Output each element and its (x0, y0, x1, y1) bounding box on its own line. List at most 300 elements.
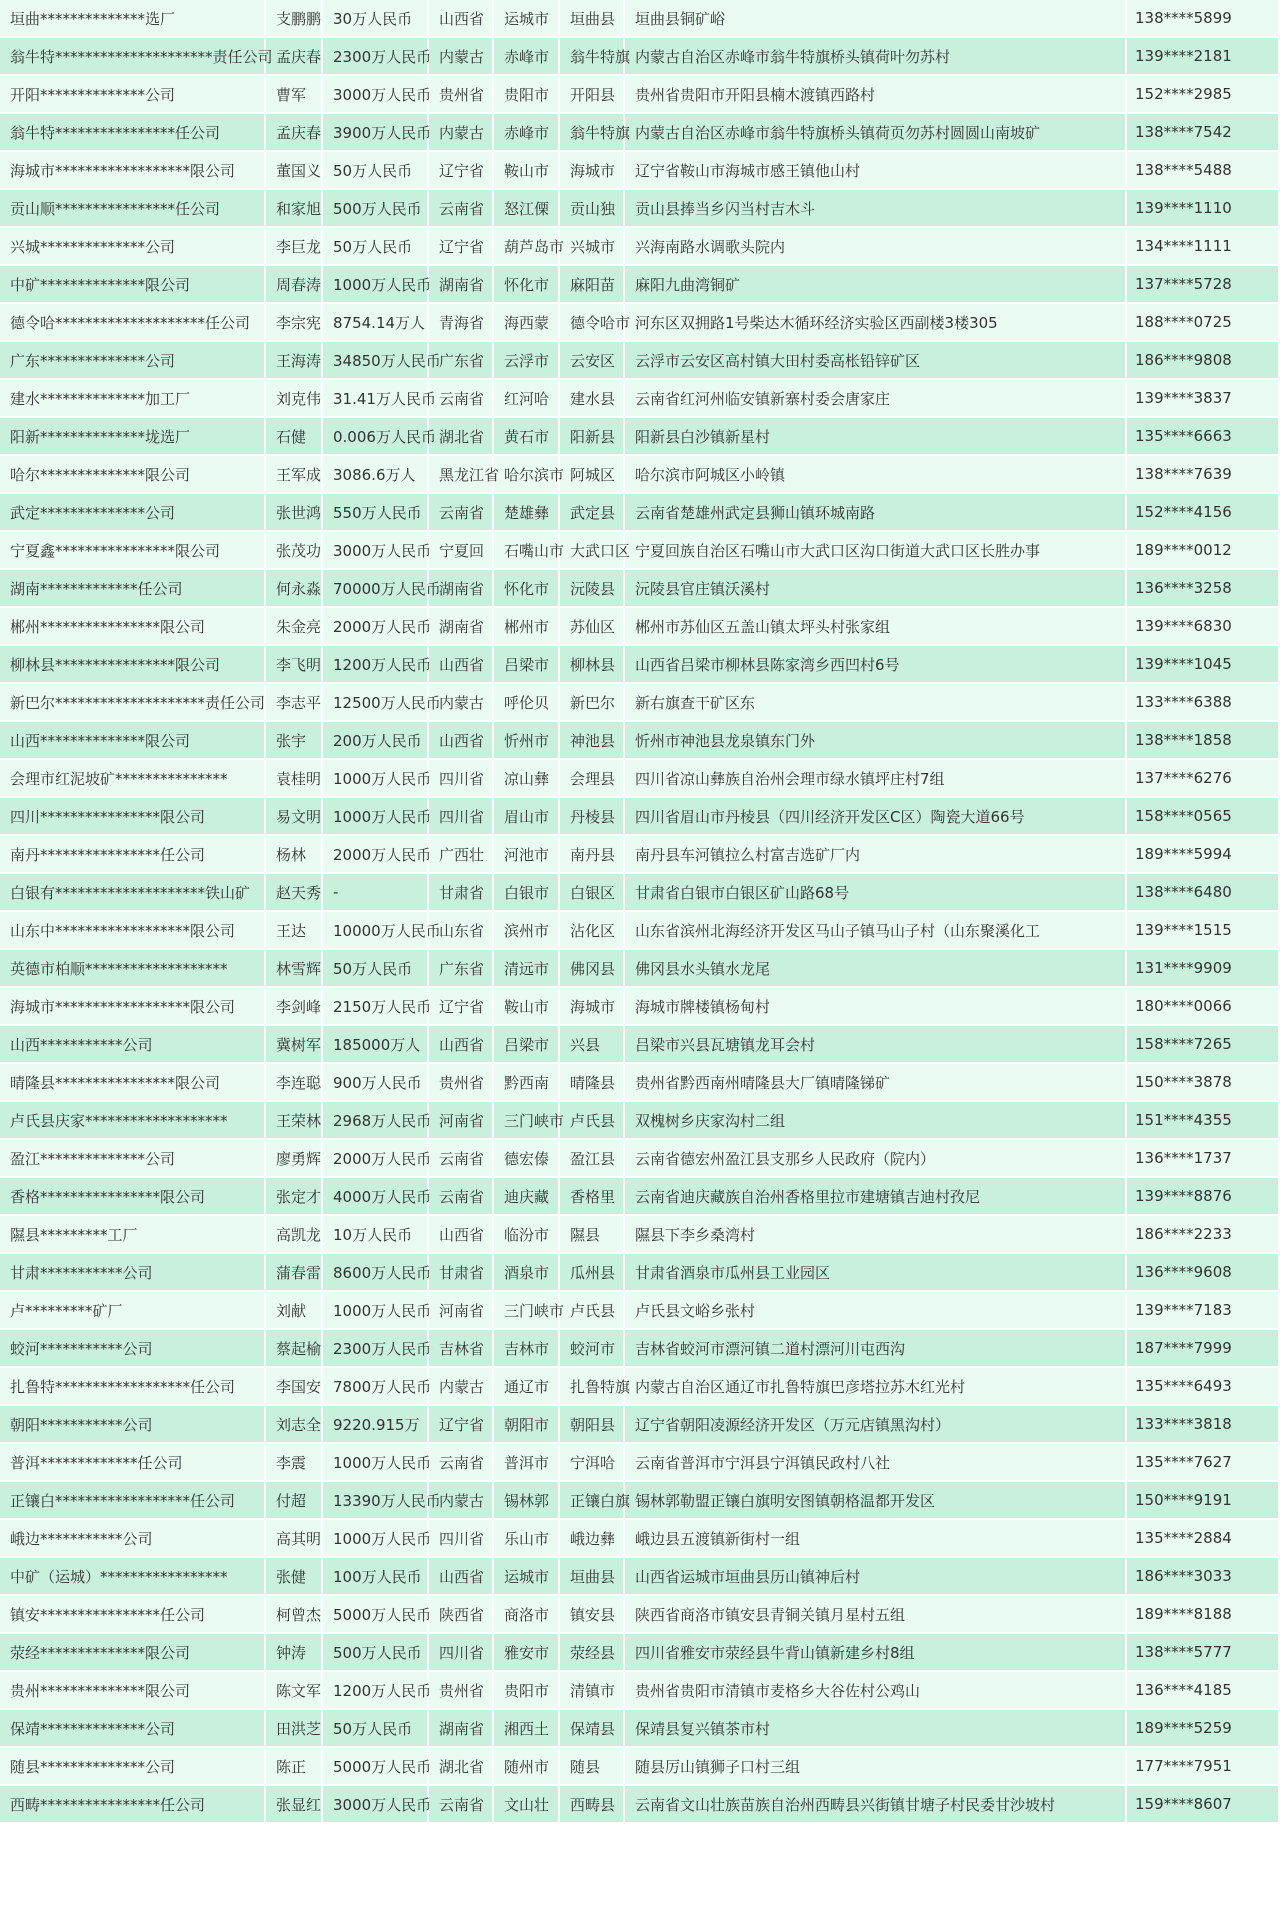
legal-rep-cell: 李剑峰 (266, 988, 323, 1026)
province-cell: 山西省 (429, 646, 494, 684)
table-row (0, 798, 1280, 836)
city-cell: 文山壮 (494, 1786, 560, 1824)
legal-rep-cell: 张世鸿 (266, 494, 323, 532)
county-cell: 武定县 (560, 494, 625, 532)
county-cell: 沾化区 (560, 912, 625, 950)
table-row (0, 570, 1280, 608)
county-cell: 开阳县 (560, 76, 625, 114)
address-cell: 甘肃省酒泉市瓜州县工业园区 (625, 1254, 1127, 1292)
legal-rep-cell: 何永淼 (266, 570, 323, 608)
table-row (0, 1254, 1280, 1292)
county-cell: 白银区 (560, 874, 625, 912)
company-name-cell: 海城市******************限公司 (0, 988, 266, 1026)
address-cell: 甘肃省白银市白银区矿山路68号 (625, 874, 1127, 912)
registered-capital-cell: 2000万人民币 (323, 608, 429, 646)
table-row (0, 1748, 1280, 1786)
phone-cell: 135****7627 (1127, 1444, 1280, 1482)
address-cell: 隰县下李乡桑湾村 (625, 1216, 1127, 1254)
city-cell: 运城市 (494, 0, 560, 38)
legal-rep-cell: 冀树军 (266, 1026, 323, 1064)
address-cell: 山西省吕梁市柳林县陈家湾乡西凹村6号 (625, 646, 1127, 684)
phone-cell: 150****3878 (1127, 1064, 1280, 1102)
address-cell: 锡林郭勒盟正镶白旗明安图镇朝格温都开发区 (625, 1482, 1127, 1520)
city-cell: 楚雄彝 (494, 494, 560, 532)
address-cell: 辽宁省朝阳凌源经济开发区（万元店镇黑沟村） (625, 1406, 1127, 1444)
phone-cell: 150****9191 (1127, 1482, 1280, 1520)
address-cell: 山东省滨州北海经济开发区马山子镇马山子村（山东聚溪化工 (625, 912, 1127, 950)
table-row (0, 1596, 1280, 1634)
legal-rep-cell: 柯曾杰 (266, 1596, 323, 1634)
address-cell: 四川省眉山市丹棱县（四川经济开发区C区）陶瓷大道66号 (625, 798, 1127, 836)
phone-cell: 133****6388 (1127, 684, 1280, 722)
legal-rep-cell: 王军成 (266, 456, 323, 494)
city-cell: 哈尔滨市 (494, 456, 560, 494)
registered-capital-cell: 2000万人民币 (323, 1140, 429, 1178)
province-cell: 云南省 (429, 1178, 494, 1216)
province-cell: 贵州省 (429, 1672, 494, 1710)
address-cell: 云南省红河州临安镇新寨村委会唐家庄 (625, 380, 1127, 418)
phone-cell: 136****9608 (1127, 1254, 1280, 1292)
county-cell: 盈江县 (560, 1140, 625, 1178)
company-name-cell: 晴隆县****************限公司 (0, 1064, 266, 1102)
county-cell: 卢氏县 (560, 1292, 625, 1330)
company-name-cell: 甘肃***********公司 (0, 1254, 266, 1292)
company-name-cell: 英德市柏顺******************* (0, 950, 266, 988)
address-cell: 沅陵县官庄镇沃溪村 (625, 570, 1127, 608)
province-cell: 山西省 (429, 1216, 494, 1254)
county-cell: 荥经县 (560, 1634, 625, 1672)
county-cell: 瓜州县 (560, 1254, 625, 1292)
registered-capital-cell: 2150万人民币 (323, 988, 429, 1026)
address-cell: 内蒙古自治区赤峰市翁牛特旗桥头镇荷叶勿苏村 (625, 38, 1127, 76)
legal-rep-cell: 廖勇辉 (266, 1140, 323, 1178)
county-cell: 翁牛特旗 (560, 114, 625, 152)
county-cell: 晴隆县 (560, 1064, 625, 1102)
address-cell: 阳新县白沙镇新星村 (625, 418, 1127, 456)
county-cell: 垣曲县 (560, 1558, 625, 1596)
county-cell: 西畴县 (560, 1786, 625, 1824)
table-row (0, 1178, 1280, 1216)
province-cell: 广西壮 (429, 836, 494, 874)
phone-cell: 134****1111 (1127, 228, 1280, 266)
address-cell: 佛冈县水头镇水龙尾 (625, 950, 1127, 988)
table-row (0, 646, 1280, 684)
county-cell: 正镶白旗 (560, 1482, 625, 1520)
address-cell: 四川省雅安市荥经县牛背山镇新建乡村8组 (625, 1634, 1127, 1672)
city-cell: 随州市 (494, 1748, 560, 1786)
city-cell: 雅安市 (494, 1634, 560, 1672)
registered-capital-cell: 8600万人民币 (323, 1254, 429, 1292)
company-name-cell: 朝阳***********公司 (0, 1406, 266, 1444)
address-cell: 辽宁省鞍山市海城市感王镇他山村 (625, 152, 1127, 190)
legal-rep-cell: 付超 (266, 1482, 323, 1520)
province-cell: 黑龙江省 (429, 456, 494, 494)
registered-capital-cell: 9220.915万 (323, 1406, 429, 1444)
company-name-cell: 阳新**************垅选厂 (0, 418, 266, 456)
company-name-cell: 湖南*************任公司 (0, 570, 266, 608)
county-cell: 阳新县 (560, 418, 625, 456)
legal-rep-cell: 赵天秀 (266, 874, 323, 912)
province-cell: 辽宁省 (429, 988, 494, 1026)
address-cell: 云南省文山壮族苗族自治州西畴县兴街镇甘塘子村民委甘沙坡村 (625, 1786, 1127, 1824)
table-row (0, 912, 1280, 950)
legal-rep-cell: 张健 (266, 1558, 323, 1596)
address-cell: 贵州省贵阳市清镇市麦格乡大谷佐村公鸡山 (625, 1672, 1127, 1710)
company-name-cell: 郴州****************限公司 (0, 608, 266, 646)
phone-cell: 138****5777 (1127, 1634, 1280, 1672)
registered-capital-cell: 5000万人民币 (323, 1596, 429, 1634)
province-cell: 湖南省 (429, 570, 494, 608)
registered-capital-cell: 31.41万人民币 (323, 380, 429, 418)
county-cell: 柳林县 (560, 646, 625, 684)
county-cell: 垣曲县 (560, 0, 625, 38)
table-row (0, 1672, 1280, 1710)
legal-rep-cell: 王荣林 (266, 1102, 323, 1140)
address-cell: 随县厉山镇狮子口村三组 (625, 1748, 1127, 1786)
city-cell: 吉林市 (494, 1330, 560, 1368)
table-row (0, 608, 1280, 646)
legal-rep-cell: 刘献 (266, 1292, 323, 1330)
table-row (0, 418, 1280, 456)
province-cell: 贵州省 (429, 76, 494, 114)
phone-cell: 139****6830 (1127, 608, 1280, 646)
company-name-cell: 德令哈********************任公司 (0, 304, 266, 342)
legal-rep-cell: 陈正 (266, 1748, 323, 1786)
legal-rep-cell: 李宗宪 (266, 304, 323, 342)
legal-rep-cell: 支鹏鹏 (266, 0, 323, 38)
province-cell: 山西省 (429, 722, 494, 760)
registered-capital-cell: 50万人民币 (323, 228, 429, 266)
company-name-cell: 西畴****************任公司 (0, 1786, 266, 1824)
county-cell: 麻阳苗 (560, 266, 625, 304)
county-cell: 大武口区 (560, 532, 625, 570)
phone-cell: 138****6480 (1127, 874, 1280, 912)
table-row (0, 836, 1280, 874)
phone-cell: 139****1110 (1127, 190, 1280, 228)
address-cell: 贡山县捧当乡闪当村吉木斗 (625, 190, 1127, 228)
registered-capital-cell: 50万人民币 (323, 152, 429, 190)
legal-rep-cell: 李巨龙 (266, 228, 323, 266)
table-row (0, 266, 1280, 304)
county-cell: 扎鲁特旗 (560, 1368, 625, 1406)
province-cell: 山东省 (429, 912, 494, 950)
registered-capital-cell: 7800万人民币 (323, 1368, 429, 1406)
city-cell: 石嘴山市 (494, 532, 560, 570)
phone-cell: 189****5259 (1127, 1710, 1280, 1748)
province-cell: 山西省 (429, 0, 494, 38)
county-cell: 翁牛特旗 (560, 38, 625, 76)
registered-capital-cell: 3000万人民币 (323, 1786, 429, 1824)
city-cell: 酒泉市 (494, 1254, 560, 1292)
legal-rep-cell: 高凯龙 (266, 1216, 323, 1254)
company-name-cell: 开阳**************公司 (0, 76, 266, 114)
county-cell: 镇安县 (560, 1596, 625, 1634)
county-cell: 卢氏县 (560, 1102, 625, 1140)
table-row (0, 1292, 1280, 1330)
phone-cell: 135****6493 (1127, 1368, 1280, 1406)
city-cell: 锡林郭 (494, 1482, 560, 1520)
phone-cell: 152****4156 (1127, 494, 1280, 532)
county-cell: 峨边彝 (560, 1520, 625, 1558)
county-cell: 沅陵县 (560, 570, 625, 608)
city-cell: 清远市 (494, 950, 560, 988)
province-cell: 四川省 (429, 798, 494, 836)
registered-capital-cell: 3086.6万人 (323, 456, 429, 494)
phone-cell: 139****3837 (1127, 380, 1280, 418)
province-cell: 四川省 (429, 1634, 494, 1672)
city-cell: 红河哈 (494, 380, 560, 418)
registered-capital-cell: 12500万人民币 (323, 684, 429, 722)
address-cell: 垣曲县铜矿峪 (625, 0, 1127, 38)
address-cell: 哈尔滨市阿城区小岭镇 (625, 456, 1127, 494)
company-name-cell: 保靖**************公司 (0, 1710, 266, 1748)
phone-cell: 180****0066 (1127, 988, 1280, 1026)
county-cell: 保靖县 (560, 1710, 625, 1748)
legal-rep-cell: 李志平 (266, 684, 323, 722)
province-cell: 吉林省 (429, 1330, 494, 1368)
province-cell: 云南省 (429, 380, 494, 418)
legal-rep-cell: 刘克伟 (266, 380, 323, 418)
county-cell: 随县 (560, 1748, 625, 1786)
table-row (0, 380, 1280, 418)
city-cell: 迪庆藏 (494, 1178, 560, 1216)
company-name-cell: 翁牛特*********************责任公司 (0, 38, 266, 76)
company-name-cell: 峨边***********公司 (0, 1520, 266, 1558)
company-name-cell: 卢氏县庆家******************* (0, 1102, 266, 1140)
company-name-cell: 会理市红泥坡矿*************** (0, 760, 266, 798)
city-cell: 呼伦贝 (494, 684, 560, 722)
phone-cell: 139****8876 (1127, 1178, 1280, 1216)
province-cell: 河南省 (429, 1292, 494, 1330)
phone-cell: 151****4355 (1127, 1102, 1280, 1140)
address-cell: 南丹县车河镇拉么村富吉选矿厂内 (625, 836, 1127, 874)
table-row (0, 456, 1280, 494)
city-cell: 黔西南 (494, 1064, 560, 1102)
county-cell: 南丹县 (560, 836, 625, 874)
province-cell: 湖南省 (429, 608, 494, 646)
phone-cell: 189****8188 (1127, 1596, 1280, 1634)
legal-rep-cell: 张宇 (266, 722, 323, 760)
province-cell: 辽宁省 (429, 152, 494, 190)
province-cell: 云南省 (429, 190, 494, 228)
registered-capital-cell: 500万人民币 (323, 1634, 429, 1672)
city-cell: 云浮市 (494, 342, 560, 380)
county-cell: 德令哈市 (560, 304, 625, 342)
phone-cell: 139****7183 (1127, 1292, 1280, 1330)
phone-cell: 158****7265 (1127, 1026, 1280, 1064)
company-name-cell: 正镶白******************任公司 (0, 1482, 266, 1520)
city-cell: 德宏傣 (494, 1140, 560, 1178)
table-row (0, 0, 1280, 38)
legal-rep-cell: 李连聪 (266, 1064, 323, 1102)
address-cell: 峨边县五渡镇新街村一组 (625, 1520, 1127, 1558)
city-cell: 商洛市 (494, 1596, 560, 1634)
province-cell: 云南省 (429, 1140, 494, 1178)
province-cell: 青海省 (429, 304, 494, 342)
legal-rep-cell: 周春涛 (266, 266, 323, 304)
registered-capital-cell: 1200万人民币 (323, 1672, 429, 1710)
city-cell: 赤峰市 (494, 38, 560, 76)
legal-rep-cell: 朱金亮 (266, 608, 323, 646)
province-cell: 贵州省 (429, 1064, 494, 1102)
city-cell: 凉山彝 (494, 760, 560, 798)
city-cell: 赤峰市 (494, 114, 560, 152)
legal-rep-cell: 田洪芝 (266, 1710, 323, 1748)
company-name-cell: 山西***********公司 (0, 1026, 266, 1064)
address-cell: 海城市牌楼镇杨甸村 (625, 988, 1127, 1026)
registered-capital-cell: 50万人民币 (323, 1710, 429, 1748)
company-name-cell: 山西**************限公司 (0, 722, 266, 760)
address-cell: 麻阳九曲湾铜矿 (625, 266, 1127, 304)
province-cell: 内蒙古 (429, 684, 494, 722)
table-row (0, 1406, 1280, 1444)
registered-capital-cell: 100万人民币 (323, 1558, 429, 1596)
address-cell: 陕西省商洛市镇安县青铜关镇月星村五组 (625, 1596, 1127, 1634)
province-cell: 甘肃省 (429, 1254, 494, 1292)
province-cell: 辽宁省 (429, 228, 494, 266)
company-name-cell: 中矿（运城）***************** (0, 1558, 266, 1596)
address-cell: 郴州市苏仙区五盖山镇太坪头村张家组 (625, 608, 1127, 646)
address-cell: 吕梁市兴县瓦塘镇龙耳会村 (625, 1026, 1127, 1064)
table-row (0, 1026, 1280, 1064)
table-row (0, 950, 1280, 988)
province-cell: 四川省 (429, 760, 494, 798)
address-cell: 吉林省蛟河市漂河镇二道村漂河川屯西沟 (625, 1330, 1127, 1368)
legal-rep-cell: 王达 (266, 912, 323, 950)
company-name-cell: 宁夏鑫****************限公司 (0, 532, 266, 570)
phone-cell: 186****3033 (1127, 1558, 1280, 1596)
city-cell: 贵阳市 (494, 76, 560, 114)
registered-capital-cell: 10000万人民币 (323, 912, 429, 950)
company-name-cell: 哈尔**************限公司 (0, 456, 266, 494)
table-row (0, 684, 1280, 722)
phone-cell: 136****3258 (1127, 570, 1280, 608)
city-cell: 怒江傈 (494, 190, 560, 228)
phone-cell: 159****8607 (1127, 1786, 1280, 1824)
address-cell: 四川省凉山彝族自治州会理市绿水镇坪庄村7组 (625, 760, 1127, 798)
address-cell: 忻州市神池县龙泉镇东门外 (625, 722, 1127, 760)
company-name-cell: 贡山顺****************任公司 (0, 190, 266, 228)
table-row (0, 494, 1280, 532)
phone-cell: 139****2181 (1127, 38, 1280, 76)
province-cell: 湖北省 (429, 418, 494, 456)
city-cell: 眉山市 (494, 798, 560, 836)
county-cell: 兴城市 (560, 228, 625, 266)
legal-rep-cell: 蒲春雷 (266, 1254, 323, 1292)
city-cell: 葫芦岛市 (494, 228, 560, 266)
city-cell: 鞍山市 (494, 152, 560, 190)
county-cell: 会理县 (560, 760, 625, 798)
province-cell: 内蒙古 (429, 114, 494, 152)
table-row (0, 988, 1280, 1026)
county-cell: 阿城区 (560, 456, 625, 494)
address-cell: 宁夏回族自治区石嘴山市大武口区沟口街道大武口区长胜办事 (625, 532, 1127, 570)
city-cell: 怀化市 (494, 570, 560, 608)
company-name-cell: 武定**************公司 (0, 494, 266, 532)
city-cell: 三门峡市 (494, 1292, 560, 1330)
company-name-cell: 荥经**************限公司 (0, 1634, 266, 1672)
legal-rep-cell: 石健 (266, 418, 323, 456)
registered-capital-cell: 3900万人民币 (323, 114, 429, 152)
province-cell: 云南省 (429, 1444, 494, 1482)
address-cell: 云浮市云安区高村镇大田村委高枨铅锌矿区 (625, 342, 1127, 380)
registered-capital-cell: 2300万人民币 (323, 38, 429, 76)
province-cell: 陕西省 (429, 1596, 494, 1634)
registered-capital-cell: 34850万人民币 (323, 342, 429, 380)
table-row (0, 1368, 1280, 1406)
province-cell: 四川省 (429, 1520, 494, 1558)
registered-capital-cell: 5000万人民币 (323, 1748, 429, 1786)
registered-capital-cell: 50万人民币 (323, 950, 429, 988)
table-row (0, 722, 1280, 760)
registered-capital-cell: 0.006万人民币 (323, 418, 429, 456)
legal-rep-cell: 林雪辉 (266, 950, 323, 988)
phone-cell: 137****5728 (1127, 266, 1280, 304)
company-name-cell: 海城市******************限公司 (0, 152, 266, 190)
table-row (0, 38, 1280, 76)
registered-capital-cell: 10万人民币 (323, 1216, 429, 1254)
address-cell: 内蒙古自治区赤峰市翁牛特旗桥头镇荷页勿苏村圆圆山南坡矿 (625, 114, 1127, 152)
city-cell: 湘西土 (494, 1710, 560, 1748)
legal-rep-cell: 钟涛 (266, 1634, 323, 1672)
province-cell: 辽宁省 (429, 1406, 494, 1444)
city-cell: 临汾市 (494, 1216, 560, 1254)
province-cell: 宁夏回 (429, 532, 494, 570)
table-row (0, 1634, 1280, 1672)
county-cell: 香格里 (560, 1178, 625, 1216)
table-row (0, 1140, 1280, 1178)
table-row (0, 1482, 1280, 1520)
address-cell: 保靖县复兴镇茶市村 (625, 1710, 1127, 1748)
phone-cell: 138****1858 (1127, 722, 1280, 760)
table-row (0, 1444, 1280, 1482)
province-cell: 山西省 (429, 1558, 494, 1596)
registered-capital-cell: 3000万人民币 (323, 532, 429, 570)
company-name-cell: 建水**************加工厂 (0, 380, 266, 418)
city-cell: 乐山市 (494, 1520, 560, 1558)
legal-rep-cell: 易文明 (266, 798, 323, 836)
province-cell: 广东省 (429, 950, 494, 988)
registered-capital-cell: 70000万人民币 (323, 570, 429, 608)
phone-cell: 188****0725 (1127, 304, 1280, 342)
county-cell: 海城市 (560, 152, 625, 190)
address-cell: 内蒙古自治区通辽市扎鲁特旗巴彦塔拉苏木红光村 (625, 1368, 1127, 1406)
city-cell: 运城市 (494, 1558, 560, 1596)
phone-cell: 138****5488 (1127, 152, 1280, 190)
address-cell: 卢氏县文峪乡张村 (625, 1292, 1127, 1330)
city-cell: 吕梁市 (494, 646, 560, 684)
city-cell: 贵阳市 (494, 1672, 560, 1710)
address-cell: 河东区双拥路1号柴达木循环经济实验区西副楼3楼305 (625, 304, 1127, 342)
phone-cell: 137****6276 (1127, 760, 1280, 798)
legal-rep-cell: 董国义 (266, 152, 323, 190)
company-name-cell: 镇安****************任公司 (0, 1596, 266, 1634)
registered-capital-cell: 13390万人民币 (323, 1482, 429, 1520)
registered-capital-cell: 900万人民币 (323, 1064, 429, 1102)
phone-cell: 139****1515 (1127, 912, 1280, 950)
county-cell: 建水县 (560, 380, 625, 418)
registered-capital-cell: 500万人民币 (323, 190, 429, 228)
table-row (0, 760, 1280, 798)
county-cell: 新巴尔 (560, 684, 625, 722)
legal-rep-cell: 和家旭 (266, 190, 323, 228)
phone-cell: 189****0012 (1127, 532, 1280, 570)
phone-cell: 131****9909 (1127, 950, 1280, 988)
phone-cell: 187****7999 (1127, 1330, 1280, 1368)
phone-cell: 139****1045 (1127, 646, 1280, 684)
province-cell: 湖南省 (429, 266, 494, 304)
table-row (0, 1216, 1280, 1254)
